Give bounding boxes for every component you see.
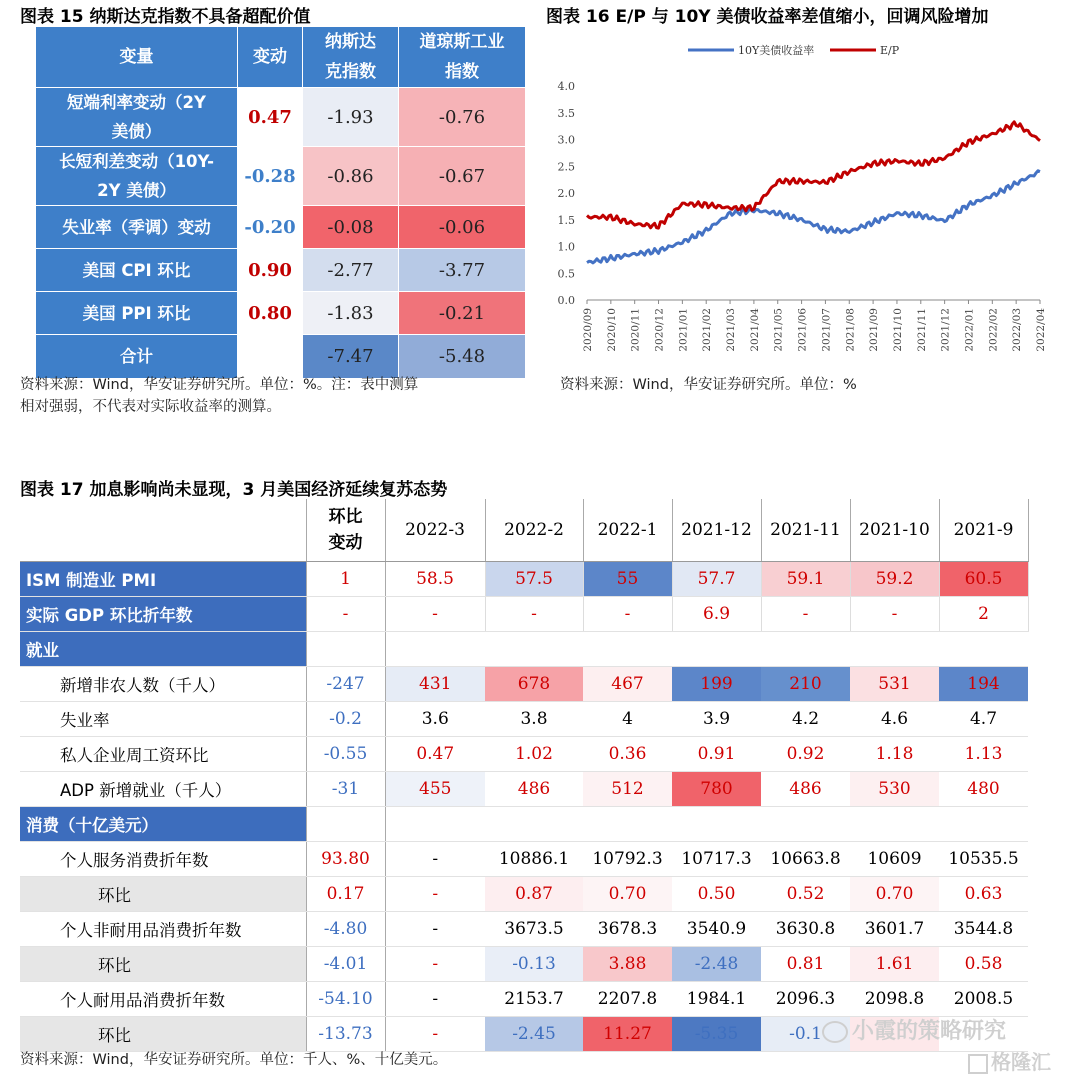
fig17-change-value: -247 [306, 667, 385, 702]
watermark-gelonghui: 格隆汇 [968, 1046, 1051, 1075]
fig15-nasdaq-value: -2.77 [303, 249, 399, 292]
fig15-row-label: 长短利差变动（10Y- 2Y 美债） [36, 147, 238, 206]
fig17-cell: 0.63 [939, 877, 1028, 912]
fig17-header-blank [20, 499, 306, 562]
fig17-change-value [306, 807, 385, 842]
fig17-header-month: 2021-9 [939, 499, 1028, 562]
fig15-row [36, 206, 526, 249]
fig17-cell: - [385, 912, 485, 947]
fig17-cell: - [385, 597, 485, 632]
fig17-row-label: 消费（十亿美元） [20, 807, 306, 842]
fig17-cell: 0.81 [761, 947, 850, 982]
x-tick-label: 2021/05 [772, 308, 785, 352]
fig17-header-month: 2022-3 [385, 499, 485, 562]
fig17-row [20, 597, 1028, 632]
fig17-cell: 55 [583, 562, 672, 597]
fig15-row [36, 88, 526, 147]
fig17-row [20, 982, 1028, 1017]
fig17-cell: 678 [485, 667, 583, 702]
fig17-row [20, 667, 1028, 702]
fig17-cell: 3601.7 [850, 912, 939, 947]
y-tick-label: 3.5 [557, 106, 575, 120]
fig17-cell: 0.92 [761, 737, 850, 772]
x-tick-label: 2021/12 [939, 308, 952, 352]
fig15-row [36, 249, 526, 292]
fig16-line-chart [540, 28, 1060, 368]
fig17-change-value: -13.73 [306, 1017, 385, 1052]
fig17-row [20, 562, 1028, 597]
fig17-header-row [20, 499, 1028, 562]
fig17-cell: 10717.3 [672, 842, 761, 877]
x-tick-label: 2021/02 [701, 308, 714, 352]
fig15-dow-value: -0.21 [399, 292, 526, 335]
x-tick-label: 2020/11 [629, 308, 642, 352]
y-tick-label: 4.0 [557, 80, 575, 93]
fig15-change-value: 0.47 [238, 88, 303, 147]
fig17-cell: 3678.3 [583, 912, 672, 947]
fig17-cell: 0.52 [761, 877, 850, 912]
fig17-row-label: 私人企业周工资环比 [20, 737, 306, 772]
y-tick-label: 0.5 [557, 267, 575, 281]
fig15-row-label: 美国 PPI 环比 [36, 292, 238, 335]
fig17-cell: 3.8 [485, 702, 583, 737]
fig17-row-label: 失业率 [20, 702, 306, 737]
fig17-row [20, 737, 1028, 772]
fig15-change-value: 0.90 [238, 249, 303, 292]
x-tick-label: 2021/03 [725, 308, 738, 352]
fig16-source-note: 资料来源：Wind，华安证券研究所。单位：% [560, 377, 857, 393]
y-tick-label: 2.5 [557, 160, 575, 174]
fig17-cell: 4.2 [761, 702, 850, 737]
x-tick-label: 2020/09 [582, 308, 594, 352]
fig17-cell: - [385, 877, 485, 912]
fig17-header-month: 2021-11 [761, 499, 850, 562]
fig17-cell: 0.47 [385, 737, 485, 772]
x-tick-label: 2021/10 [891, 308, 904, 352]
fig17-row [20, 842, 1028, 877]
fig17-cell: 0.58 [939, 947, 1028, 982]
fig17-change-value: 93.80 [306, 842, 385, 877]
y-tick-label: 1.0 [557, 240, 575, 254]
fig17-cell: 1.02 [485, 737, 583, 772]
fig17-cell: 57.5 [485, 562, 583, 597]
fig17-cell: - [583, 597, 672, 632]
x-tick-label: 2021/09 [868, 308, 881, 352]
wechat-icon [822, 1021, 848, 1043]
fig15-total-dow: -5.48 [399, 335, 526, 379]
fig17-row [20, 632, 1028, 667]
fig17-cell: 2207.8 [583, 982, 672, 1017]
fig15-nasdaq-value: -0.86 [303, 147, 399, 206]
fig17-cell: 58.5 [385, 562, 485, 597]
fig17-cell: 59.1 [761, 562, 850, 597]
fig15-change-value: 0.80 [238, 292, 303, 335]
fig17-cell: 0.70 [850, 877, 939, 912]
fig15-nasdaq-value: -1.83 [303, 292, 399, 335]
fig15-source-note: 资料来源：Wind，华安证券研究所。单位：%。注：表中测算 相对强弱，不代表对实际收益率的测算。 [20, 377, 419, 415]
fig15-total-change [238, 335, 303, 379]
fig17-cell: - [385, 842, 485, 877]
fig15-row-label: 失业率（季调）变动 [36, 206, 238, 249]
fig17-cell: - [385, 982, 485, 1017]
fig17-row-label: 个人耐用品消费折年数 [20, 982, 306, 1017]
fig17-section-fill [385, 807, 1028, 842]
fig17-row [20, 912, 1028, 947]
fig17-cell: -0.1 [761, 1017, 850, 1052]
fig15-table [35, 26, 526, 379]
fig17-cell: 0.36 [583, 737, 672, 772]
y-tick-label: 1.5 [557, 213, 575, 227]
fig17-row-label: ISM 制造业 PMI [20, 562, 306, 597]
fig17-cell: 3673.5 [485, 912, 583, 947]
fig17-header-change: 环比 变动 [306, 499, 385, 562]
fig15-row [36, 147, 526, 206]
fig17-cell: 3544.8 [939, 912, 1028, 947]
fig17-change-value [306, 632, 385, 667]
fig15-dow-value: -0.67 [399, 147, 526, 206]
fig17-change-value: -4.80 [306, 912, 385, 947]
fig17-cell: 57.7 [672, 562, 761, 597]
fig17-row-label: 环比 [20, 1017, 306, 1052]
fig17-row [20, 702, 1028, 737]
fig16-title: 图表 16 E/P 与 10Y 美债收益率差值缩小，回调风险增加 [546, 7, 989, 27]
fig15-row-label: 短端利率变动（2Y 美债） [36, 88, 238, 147]
fig17-cell: 210 [761, 667, 850, 702]
fig17-change-value: -0.55 [306, 737, 385, 772]
fig17-cell: 10663.8 [761, 842, 850, 877]
fig17-change-value: -31 [306, 772, 385, 807]
fig17-cell: 10886.1 [485, 842, 583, 877]
fig17-cell: - [385, 947, 485, 982]
fig17-cell: 3540.9 [672, 912, 761, 947]
fig17-cell: -2.48 [672, 947, 761, 982]
x-tick-label: 2021/06 [796, 308, 809, 352]
fig17-cell: -2.45 [485, 1017, 583, 1052]
fig17-row-label: 个人服务消费折年数 [20, 842, 306, 877]
x-tick-label: 2021/08 [844, 308, 857, 352]
fig17-cell: - [761, 597, 850, 632]
fig15-header-0: 变量 [36, 27, 238, 88]
fig17-change-value: 0.17 [306, 877, 385, 912]
fig17-cell: 0.87 [485, 877, 583, 912]
fig17-cell: 486 [761, 772, 850, 807]
fig17-cell: - [385, 1017, 485, 1052]
fig17-cell: 10609 [850, 842, 939, 877]
fig17-title: 图表 17 加息影响尚未显现，3 月美国经济延续复苏态势 [20, 480, 448, 500]
fig17-cell: 2096.3 [761, 982, 850, 1017]
fig17-cell: 4 [583, 702, 672, 737]
fig17-header-month: 2021-12 [672, 499, 761, 562]
fig17-cell: 1984.1 [672, 982, 761, 1017]
fig17-cell: 199 [672, 667, 761, 702]
fig15-header-3: 道琼斯工业 指数 [399, 27, 526, 88]
fig17-header-month: 2021-10 [850, 499, 939, 562]
fig15-header-1: 变动 [238, 27, 303, 88]
series-line-ep [587, 122, 1040, 228]
fig17-row [20, 807, 1028, 842]
fig17-cell: 4.6 [850, 702, 939, 737]
fig15-nasdaq-value: -0.08 [303, 206, 399, 249]
fig17-cell: 531 [850, 667, 939, 702]
fig17-cell: 3630.8 [761, 912, 850, 947]
fig17-cell: 6.9 [672, 597, 761, 632]
fig17-cell: 2098.8 [850, 982, 939, 1017]
fig15-dow-value: -0.06 [399, 206, 526, 249]
gelonghui-logo-icon [968, 1054, 988, 1074]
fig17-cell: 60.5 [939, 562, 1028, 597]
fig15-change-value: -0.28 [238, 147, 303, 206]
series-line-10y-yield [587, 171, 1040, 263]
fig17-row-label: 环比 [20, 877, 306, 912]
fig15-dow-value: -0.76 [399, 88, 526, 147]
fig17-table [20, 499, 1029, 1052]
fig17-cell: - [850, 597, 939, 632]
fig17-cell: 3.9 [672, 702, 761, 737]
legend-label: 10Y美债收益率 [738, 44, 815, 57]
fig17-row [20, 947, 1028, 982]
fig17-row [20, 772, 1028, 807]
y-tick-label: 2.0 [557, 187, 575, 200]
fig17-header-month: 2022-1 [583, 499, 672, 562]
fig15-header-2: 纳斯达 克指数 [303, 27, 399, 88]
fig17-cell: 10792.3 [583, 842, 672, 877]
fig17-cell: 194 [939, 667, 1028, 702]
fig17-cell: 1.18 [850, 737, 939, 772]
fig17-cell: 11.27 [583, 1017, 672, 1052]
x-tick-label: 2022/04 [1035, 308, 1047, 352]
x-tick-label: 2021/01 [677, 308, 690, 352]
fig17-change-value: -0.2 [306, 702, 385, 737]
fig15-row [36, 292, 526, 335]
fig15-title: 图表 15 纳斯达克指数不具备超配价值 [20, 7, 311, 27]
fig17-change-value: - [306, 597, 385, 632]
watermark-wechat: 小霞的策略研究 [822, 1014, 1006, 1045]
fig17-row-label: 就业 [20, 632, 306, 667]
y-tick-label: 0.0 [557, 294, 575, 307]
x-tick-label: 2022/03 [1011, 308, 1024, 352]
fig15-row-label: 美国 CPI 环比 [36, 249, 238, 292]
fig15-nasdaq-value: -1.93 [303, 88, 399, 147]
x-tick-label: 2020/10 [605, 308, 618, 352]
x-tick-label: 2021/07 [820, 308, 833, 352]
x-tick-label: 2022/02 [987, 308, 1000, 352]
fig17-change-value: 1 [306, 562, 385, 597]
fig17-row-label: ADP 新增就业（千人） [20, 772, 306, 807]
fig17-cell: -0.13 [485, 947, 583, 982]
fig17-cell: 455 [385, 772, 485, 807]
fig17-row [20, 877, 1028, 912]
fig17-change-value: -4.01 [306, 947, 385, 982]
fig15-total-label: 合计 [36, 335, 238, 379]
fig15-total-nasdaq: -7.47 [303, 335, 399, 379]
fig17-cell: 2153.7 [485, 982, 583, 1017]
fig17-header-month: 2022-2 [485, 499, 583, 562]
fig17-cell: 2008.5 [939, 982, 1028, 1017]
fig17-row-label: 新增非农人数（千人） [20, 667, 306, 702]
fig17-cell: 3.88 [583, 947, 672, 982]
fig17-cell: 1.13 [939, 737, 1028, 772]
fig17-cell: 0.91 [672, 737, 761, 772]
x-tick-label: 2021/04 [748, 308, 761, 352]
fig17-cell: 0.50 [672, 877, 761, 912]
fig17-cell: 0.70 [583, 877, 672, 912]
fig17-cell: 431 [385, 667, 485, 702]
fig17-cell: 1.61 [850, 947, 939, 982]
fig17-cell: 10535.5 [939, 842, 1028, 877]
fig15-change-value: -0.20 [238, 206, 303, 249]
fig17-cell: 486 [485, 772, 583, 807]
y-tick-label: 3.0 [557, 133, 575, 147]
fig17-cell: 480 [939, 772, 1028, 807]
fig17-cell: 467 [583, 667, 672, 702]
fig17-cell: 530 [850, 772, 939, 807]
fig17-section-fill [385, 632, 1028, 667]
fig17-cell: 59.2 [850, 562, 939, 597]
fig17-row-label: 个人非耐用品消费折年数 [20, 912, 306, 947]
fig17-cell: 2 [939, 597, 1028, 632]
fig15-dow-value: -3.77 [399, 249, 526, 292]
fig17-cell: 512 [583, 772, 672, 807]
fig17-row-label: 环比 [20, 947, 306, 982]
fig17-row-label: 实际 GDP 环比折年数 [20, 597, 306, 632]
fig17-cell: - [485, 597, 583, 632]
fig17-source-note: 资料来源：Wind，华安证券研究所。单位：千人、%、十亿美元。 [20, 1052, 448, 1068]
x-tick-label: 2021/11 [915, 308, 928, 352]
x-tick-label: 2020/12 [653, 308, 666, 352]
fig17-cell: 4.7 [939, 702, 1028, 737]
fig17-cell: -5.35 [672, 1017, 761, 1052]
fig17-cell: 3.6 [385, 702, 485, 737]
legend-label: E/P [880, 44, 900, 57]
fig17-change-value: -54.10 [306, 982, 385, 1017]
x-tick-label: 2022/01 [963, 308, 976, 352]
fig17-cell: 780 [672, 772, 761, 807]
fig15-total-row [36, 335, 526, 379]
